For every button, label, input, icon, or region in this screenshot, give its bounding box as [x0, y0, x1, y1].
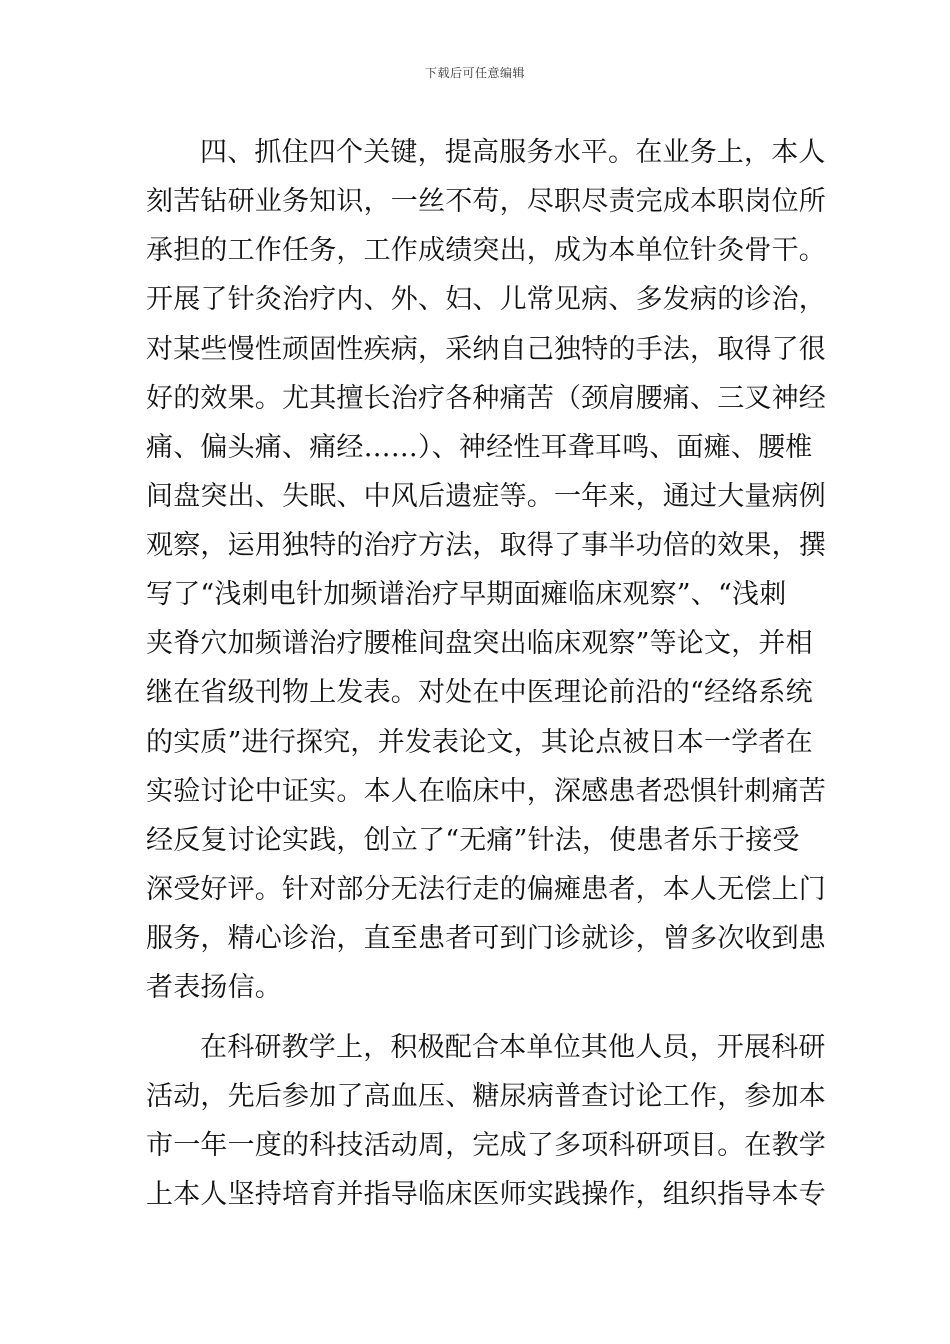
paragraph-1-line-8: 间盘突出、失眠、中风后遗症等。一年来，通过大量病例	[146, 481, 826, 512]
paragraph-1-line-16: 深受好评。针对部分无法行走的偏瘫患者，本人无偿上门	[146, 874, 826, 905]
paragraph-1-line-13: 的实质”进行探究，并发表论文，其论点被日本一学者在	[146, 727, 813, 758]
paragraph-1-line-15: 经反复讨论实践，创立了“无痛”针法，使患者乐于接受	[146, 825, 800, 856]
paragraph-1-line-14: 实验讨论中证实。本人在临床中，深感患者恐惧针刺痛苦	[146, 776, 826, 807]
page-header: 下载后可任意编辑	[424, 66, 525, 80]
paragraph-1-line-11: 夹脊穴加频谱治疗腰椎间盘突出临床观察”等论文，并相	[146, 628, 813, 659]
paragraph-1-line-3: 承担的工作任务，工作成绩突出，成为本单位针灸骨干。	[146, 235, 826, 266]
paragraph-2-line-1: 在科研教学上，积极配合本单位其他人员，开展科研	[200, 1032, 826, 1063]
paragraph-1-line-12: 继在省级刊物上发表。对处在中医理论前沿的“经络系统	[146, 677, 813, 708]
paragraph-1-line-6: 好的效果。尤其擅长治疗各种痛苦（颈肩腰痛、三叉神经	[146, 383, 826, 414]
paragraph-1-line-7: 痛、偏头痛、痛经……）、神经性耳聋耳鸣、面瘫、腰椎	[146, 432, 813, 463]
paragraph-1-line-5: 对某些慢性顽固性疾病，采纳自己独特的手法，取得了很	[146, 334, 826, 365]
paragraph-1-line-1: 四、抓住四个关键，提高服务水平。在业务上，本人	[200, 137, 826, 168]
paragraph-1-line-10: 写了“浅刺电针加频谱治疗早期面瘫临床观察”、“浅刺	[146, 579, 787, 610]
paragraph-1-line-4: 开展了针灸治疗内、外、妇、儿常见病、多发病的诊治，	[146, 284, 826, 315]
paragraph-1-line-18: 者表扬信。	[146, 972, 282, 1003]
paragraph-1-line-17: 服务，精心诊治，直至患者可到门诊就诊，曾多次收到患	[146, 923, 826, 954]
paragraph-2-line-2: 活动，先后参加了高血压、糖尿病普查讨论工作，参加本	[146, 1081, 826, 1112]
paragraph-2-line-4: 上本人坚持培育并指导临床医师实践操作，组织指导本专	[146, 1179, 826, 1210]
paragraph-1-line-2: 刻苦钻研业务知识，一丝不苟，尽职尽责完成本职岗位所	[146, 186, 826, 217]
paragraph-2-line-3: 市一年一度的科技活动周，完成了多项科研项目。在教学	[146, 1130, 826, 1161]
paragraph-1-line-9: 观察，运用独特的治疗方法，取得了事半功倍的效果，撰	[146, 530, 826, 561]
